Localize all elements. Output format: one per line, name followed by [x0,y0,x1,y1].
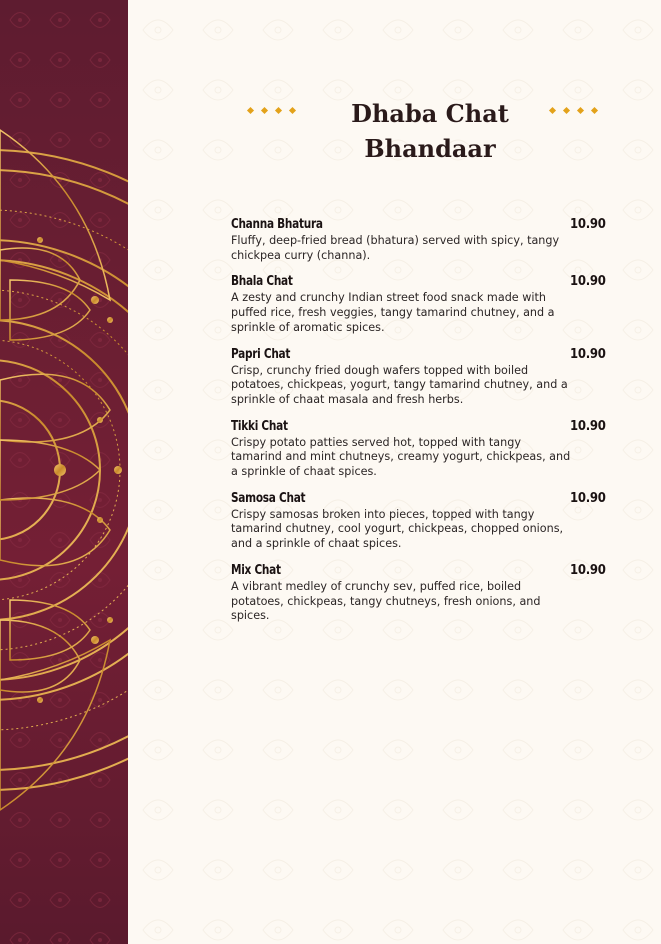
diamond-icon [275,107,282,114]
item-description: Crisp, crunchy fried dough wafers topped with boiled potatoes, chickpeas, yogurt, tangy tamarind chutney, and a sprinkle of chaat masala and fresh herbs. [231,363,568,406]
restaurant-title [310,96,550,166]
diamond-icon [549,107,556,114]
item-price: 10.90 [570,490,606,506]
item-name: Tikki Chat [231,418,288,434]
decorative-mandala-band [0,0,128,944]
item-name: Papri Chat [231,346,291,362]
item-name: Samosa Chat [231,490,306,506]
title-line-1: Dhaba Chat [351,99,509,128]
menu-item-mix-chat [231,563,606,624]
item-price: 10.90 [570,217,606,232]
item-price: 10.90 [570,346,606,362]
title-line-2: Bhandaar [364,134,496,163]
menu-header [240,96,620,176]
item-name: Mix Chat [231,562,281,578]
left-diamond-ornament [248,108,295,118]
diamond-icon [289,107,296,114]
item-price: 10.90 [570,418,606,434]
item-name: Channa Bhatura [231,217,323,232]
diamond-icon [247,107,254,114]
diamond-icon [591,107,598,114]
item-description: Crispy potato patties served hot, topped with tangy tamarind and mint chutneys, creamy yogurt, chickpeas, and a sprinkle of chaat spices. [231,435,571,479]
item-description: A vibrant medley of crunchy sev, puffed rice, boiled potatoes, chickpeas, tangy chutneys, fresh onions, and spices. [231,579,541,623]
item-price: 10.90 [570,562,606,578]
item-name: Bhala Chat [231,274,293,290]
menu-item-papri-chat [231,347,606,408]
menu-item-tikki-chat [231,419,606,480]
diamond-icon [261,107,268,114]
diamond-icon [577,107,584,114]
item-price: 10.90 [570,274,606,290]
menu-item-bhala-chat [231,274,606,335]
item-description: Fluffy, deep-fried bread (bhatura) served with spicy, tangy chickpea curry (channa). [231,234,560,262]
right-diamond-ornament [550,108,597,118]
menu-item-channa-bhatura [231,217,606,263]
item-description: Crispy samosas broken into pieces, topped with tangy tamarind chutney, cool yogurt, chickpeas, chopped onions, and a sprinkle of chaat spices. [231,507,564,551]
menu-item-samosa-chat [231,491,606,552]
item-description: A zesty and crunchy Indian street food snack made with puffed rice, fresh veggies, tangy tamarind chutney, and a sprinkle of aromatic spices. [231,291,555,334]
diamond-icon [563,107,570,114]
menu-list [231,217,606,635]
mandala-ornament-icon [0,0,128,944]
